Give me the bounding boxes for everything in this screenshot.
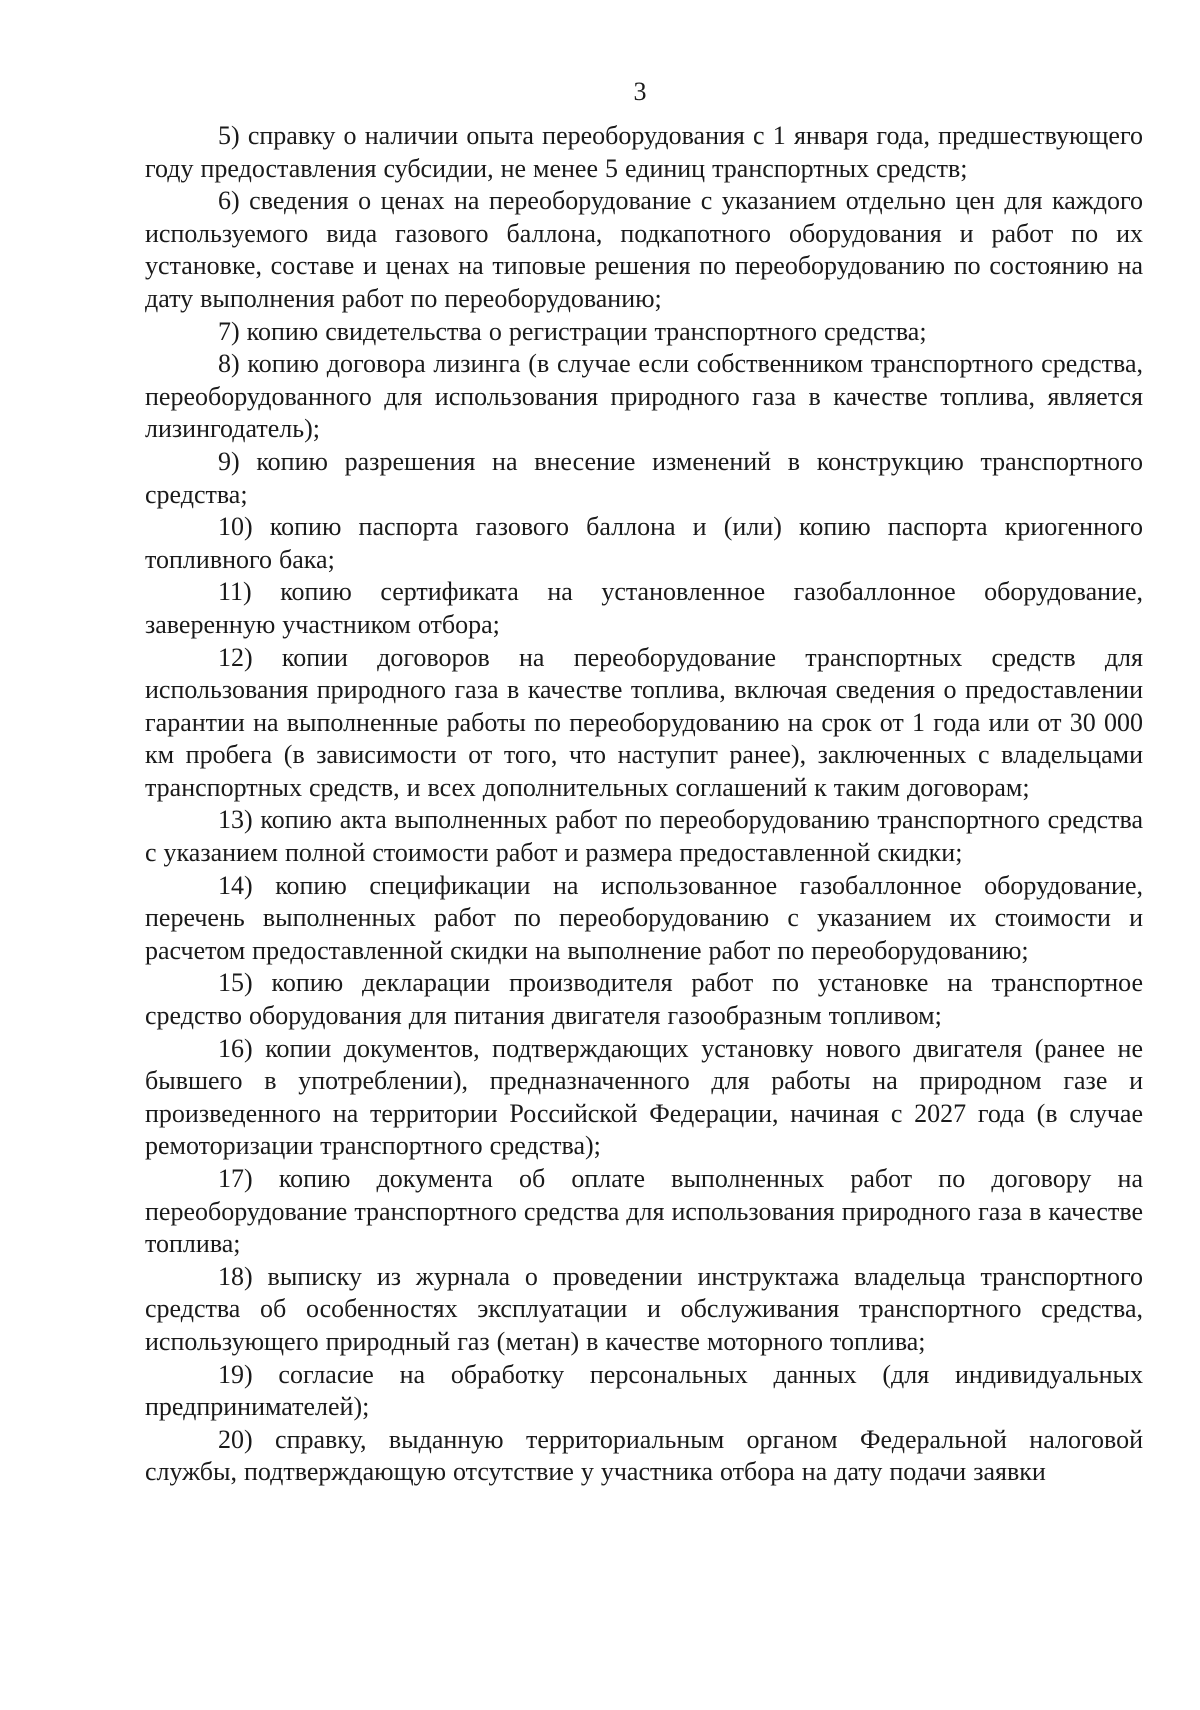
- list-item: 12) копии договоров на переоборудование транспортных средств для использования природного газа в качестве топлива, включая сведения о предоставлении гарантии на выполненные работы по переоборудованию на срок от 1 года или от 30 000 км пробега (в зависимости от того, что наступит ранее), заключенных с владельцами транспортных средств, и всех дополнительных соглашений к таким договорам;: [145, 642, 1143, 802]
- list-item: 13) копию акта выполненных работ по переоборудованию транспортного средства с указанием полной стоимости работ и размера предоставленной скидки;: [145, 805, 1143, 868]
- document-body: [145, 120, 1143, 1489]
- list-item: 8) копию договора лизинга (в случае если собственником транспортного средства, переоборудованного для использования природного газа в качестве топлива, является лизингодатель);: [145, 349, 1143, 444]
- list-item: 15) копию декларации производителя работ по установке на транспортное средство оборудования для питания двигателя газообразным топливом;: [145, 968, 1143, 1031]
- list-item: 20) справку, выданную территориальным органом Федеральной налоговой службы, подтверждающую отсутствие у участника отбора на дату подачи заявки: [145, 1424, 1143, 1487]
- list-item: 6) сведения о ценах на переоборудование с указанием отдельно цен для каждого используемого вида газового баллона, подкапотного оборудования и работ по их установке, составе и ценах на типовые решения по переоборудованию по состоянию на дату выполнения работ по переоборудованию;: [145, 186, 1143, 313]
- list-item: 7) копию свидетельства о регистрации транспортного средства;: [218, 316, 927, 346]
- list-item: 17) копию документа об оплате выполненных работ по договору на переоборудование транспортного средства для использования природного газа в качестве топлива;: [145, 1164, 1143, 1259]
- list-item: 10) копию паспорта газового баллона и (или) копию паспорта криогенного топливного бака;: [145, 512, 1143, 574]
- list-item: 14) копию спецификации на использованное газобаллонное оборудование, перечень выполненных работ по переоборудованию с указанием их стоимости и расчетом предоставленной скидки на выполнение работ по переоборудованию;: [145, 870, 1143, 965]
- list-item: 5) справку о наличии опыта переоборудования с 1 января года, предшествующего году предоставления субсидии, не менее 5 единиц транспортных средств;: [145, 121, 1143, 183]
- list-item: 16) копии документов, подтверждающих установку нового двигателя (ранее не бывшего в употреблении), предназначенного для работы на природном газе и произведенного на территории Российской Федерации, начиная с 2027 года (в случае ремоторизации транспортного средства);: [145, 1033, 1143, 1161]
- list-item: 19) согласие на обработку персональных данных (для индивидуальных предпринимателей);: [145, 1359, 1143, 1422]
- list-item: 11) копию сертификата на установленное газобаллонное оборудование, заверенную участником отбора;: [145, 577, 1143, 639]
- list-item: 18) выписку из журнала о проведении инструктажа владельца транспортного средства об особенностях эксплуатации и обслуживания транспортного средства, использующего природный газ (метан) в качестве моторного топлива;: [145, 1261, 1143, 1356]
- list-item: 9) копию разрешения на внесение изменений в конструкцию транспортного средства;: [145, 446, 1143, 509]
- page-number: 3: [633, 77, 647, 106]
